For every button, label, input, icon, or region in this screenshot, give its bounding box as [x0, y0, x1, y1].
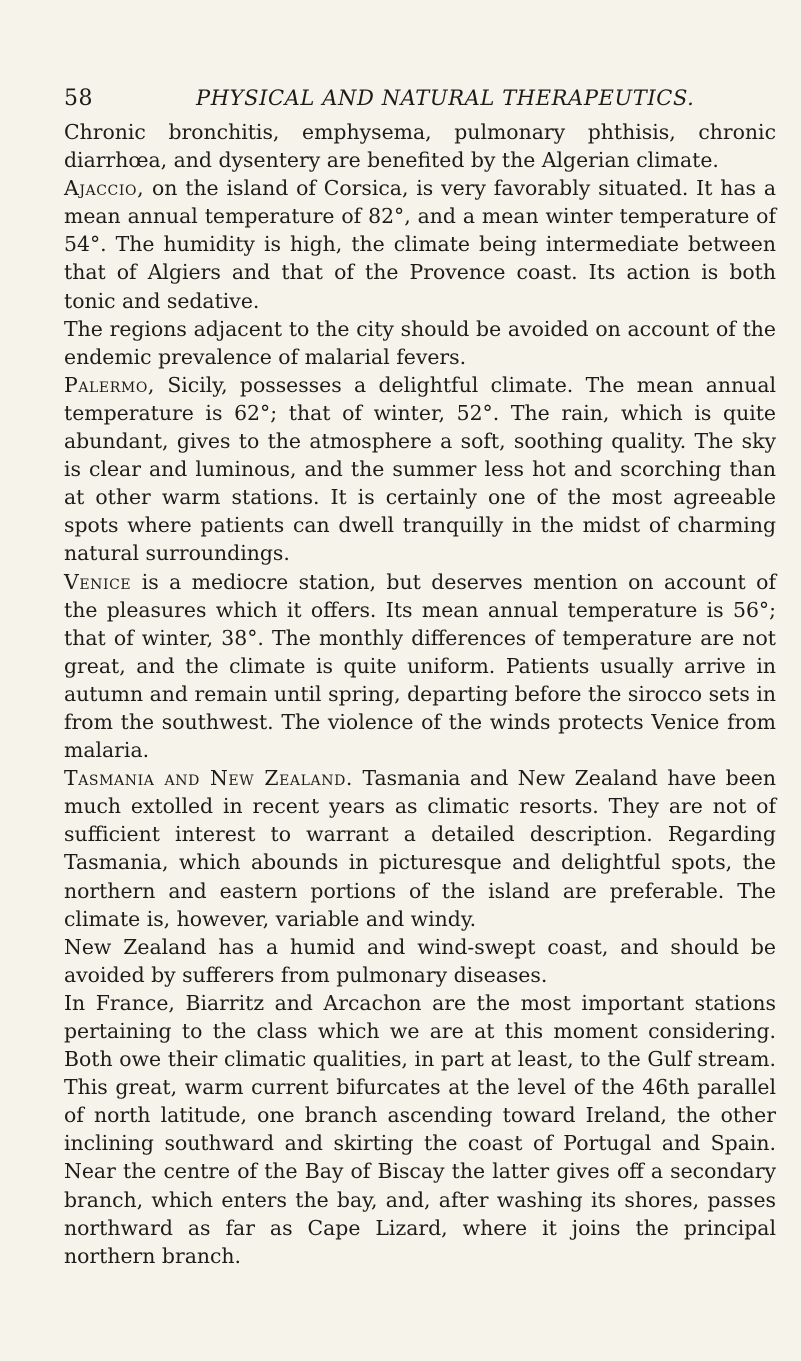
paragraph	[64, 989, 776, 1270]
paragraph	[64, 568, 776, 765]
body-text	[64, 118, 776, 1270]
page-number: 58	[64, 86, 93, 111]
paragraph-text: Sicily, possesses a delightful climate. The mean annual temperature is 62°; that of winter, 52°. The rain, which is quite abundant, gives to the atmosphere a soft, soothing quality. The sky is clear and luminous, and the summer less hot and scorching than at other warm stations. It is certainly one of the most agreeable spots where patients can dwell tranquilly in the midst of charming natural surroundings.	[64, 372, 776, 566]
paragraph-lead: Ajaccio,	[64, 176, 145, 201]
paragraph	[64, 764, 776, 933]
paragraph-text: The regions adjacent to the city should be avoided on account of the endemic prevalence of malarial fevers.	[64, 316, 776, 369]
paragraph	[64, 315, 776, 371]
page-header	[64, 86, 764, 116]
paragraph	[64, 174, 776, 314]
paragraph-lead: Palermo,	[64, 372, 155, 397]
paragraph-lead: Venice	[64, 569, 132, 594]
paragraph-text: is a mediocre station, but deserves mention on account of the pleasures which it offers. Its mean annual temperature is 56°; that of winter, 38°. The monthly differences of temperature are not great, and the climate is quite uniform. Patients usually arrive in autumn and remain until spring, departing before the sirocco sets in from the southwest. The violence of the winds protects Venice from malaria.	[64, 569, 776, 763]
paragraph	[64, 118, 776, 174]
running-title: PHYSICAL AND NATURAL THERAPEUTICS.	[196, 86, 695, 110]
paragraph-text: on the island of Corsica, is very favorably situated. It has a mean annual temperature of 82°, and a mean winter temperature of 54°. The humidity is high, the climate being intermediate between that of Algiers and that of the Provence coast. Its action is both tonic and sedative.	[64, 176, 776, 313]
paragraph-text: New Zealand has a humid and wind-swept coast, and should be avoided by sufferers from pulmonary diseases.	[64, 934, 776, 987]
paragraph	[64, 371, 776, 568]
paragraph-lead: Tasmania and New Zealand.	[64, 766, 353, 791]
paragraph	[64, 933, 776, 989]
paragraph-text: Tasmania and New Zealand have been much extolled in recent years as climatic resorts. They are not of sufficient interest to warrant a detailed description. Regarding Tasmania, which abounds in picturesque and delightful spots, the northern and eastern portions of the island are preferable. The climate is, however, variable and windy.	[64, 766, 777, 931]
paragraph-text: Chronic bronchitis, emphysema, pulmonary phthisis, chronic diarrhœa, and dysentery are benefited by the Algerian climate.	[64, 120, 776, 173]
paragraph-text: In France, Biarritz and Arcachon are the most important stations pertaining to the class which we are at this moment considering. Both owe their climatic qualities, in part at least, to the Gulf stream. This great, warm current bifurcates at the level of the 46th parallel of north latitude, one branch ascending toward Ireland, the other inclining southward and skirting the coast of Portugal and Spain. Near the centre of the Bay of Biscay the latter gives off a secondary branch, which enters the bay, and, after washing its shores, passes northward as far as Cape Lizard, where it joins the principal northern branch.	[64, 990, 776, 1268]
